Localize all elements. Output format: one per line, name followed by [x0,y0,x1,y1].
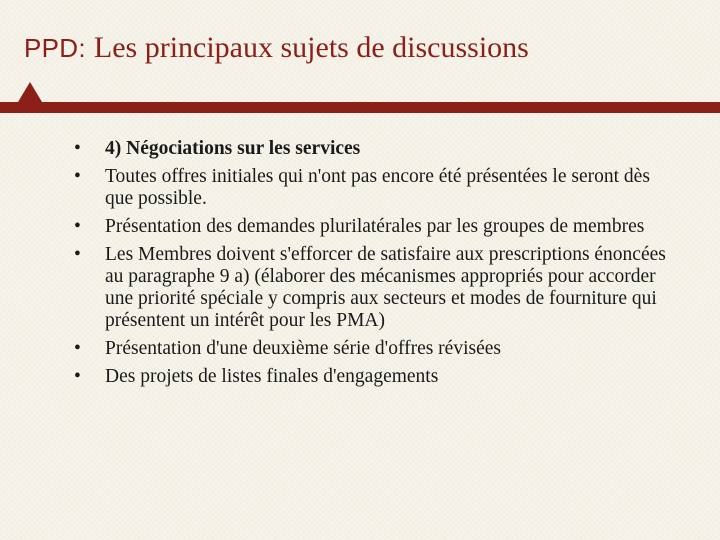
title-main: Les principaux sujets de discussions [93,31,529,64]
bullet-item [74,216,674,238]
title-divider [0,102,720,113]
bullet-icon: • [74,216,81,237]
bullet-icon: • [74,338,81,359]
bullet-text: Les Membres doivent s'efforcer de satisfaire aux prescriptions énoncées au paragraphe 9 a) (élaborer des mécanismes appropriés pour accorder une priorité spéciale y compris aux secteurs et modes de fourniture qui présentent un intérêt pour les PMA) [105,244,666,331]
bullet-text: Des projets de listes finales d'engagements [105,366,439,387]
slide-title [24,30,529,63]
bullet-icon: • [74,138,81,159]
bullet-text: Présentation d'une deuxième série d'offres révisées [105,338,501,359]
bullet-text: Présentation des demandes plurilatérales par les groupes de membres [105,216,645,237]
bullet-icon: • [74,166,81,187]
bullet-text: 4) Négociations sur les services [105,138,361,159]
bullet-text: Toutes offres initiales qui n'ont pas encore été présentées le seront dès que possible. [105,166,650,209]
bullet-icon: • [74,244,81,265]
slide-body [74,138,674,394]
bullet-item [74,338,674,360]
bullet-list [74,138,674,388]
title-prefix: PPD: [24,33,86,63]
bullet-item [74,166,674,210]
triangle-marker-icon [18,82,42,102]
bullet-item [74,244,674,332]
bullet-item [74,138,674,160]
bullet-icon: • [74,366,81,387]
bullet-item [74,366,674,388]
